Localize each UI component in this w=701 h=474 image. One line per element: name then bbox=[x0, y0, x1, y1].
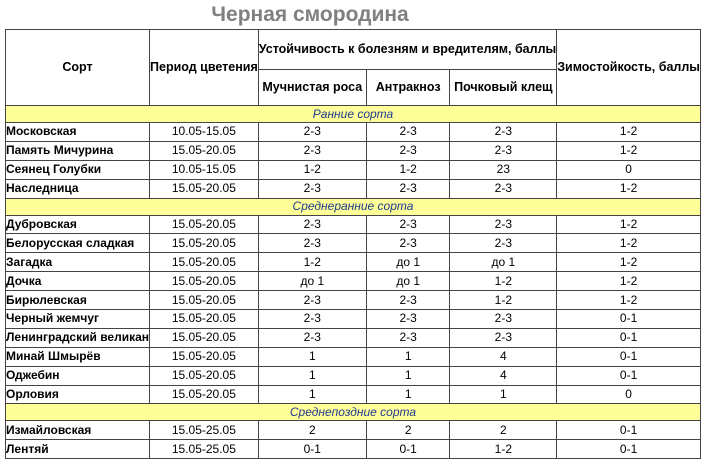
cell-period: 15.05-25.05 bbox=[150, 421, 259, 440]
cell-period: 15.05-20.05 bbox=[150, 234, 259, 253]
cell-anthracnose: 1 bbox=[366, 347, 450, 366]
cell-winter: 0 bbox=[557, 385, 701, 404]
table-row bbox=[6, 215, 701, 234]
variety-name: Орловия bbox=[6, 385, 150, 404]
cell-winter: 1-2 bbox=[557, 123, 701, 142]
table-body bbox=[6, 106, 701, 459]
section-row bbox=[6, 106, 701, 123]
cell-period: 10.05-15.05 bbox=[150, 123, 259, 142]
cell-winter: 0-1 bbox=[557, 421, 701, 440]
variety-name: Лентяй bbox=[6, 440, 150, 459]
cell-period: 15.05-20.05 bbox=[150, 291, 259, 310]
cell-anthracnose: до 1 bbox=[366, 253, 450, 272]
cell-period: 15.05-20.05 bbox=[150, 328, 259, 347]
cell-winter: 1-2 bbox=[557, 253, 701, 272]
cell-winter: 1-2 bbox=[557, 179, 701, 198]
cell-mildew: 2-3 bbox=[258, 179, 366, 198]
table-row bbox=[6, 123, 701, 142]
cell-mildew: 1-2 bbox=[258, 160, 366, 179]
cell-anthracnose: 1 bbox=[366, 385, 450, 404]
cell-mildew: 2 bbox=[258, 421, 366, 440]
table-row bbox=[6, 291, 701, 310]
cell-winter: 1-2 bbox=[557, 291, 701, 310]
cell-winter: 0-1 bbox=[557, 366, 701, 385]
cell-anthracnose: 2-3 bbox=[366, 234, 450, 253]
variety-name: Бирюлевская bbox=[6, 291, 150, 310]
cell-period: 15.05-20.05 bbox=[150, 141, 259, 160]
table-row bbox=[6, 366, 701, 385]
cell-anthracnose: 0-1 bbox=[366, 440, 450, 459]
table-row bbox=[6, 253, 701, 272]
cell-mite: 4 bbox=[450, 366, 557, 385]
cell-winter: 1-2 bbox=[557, 215, 701, 234]
variety-name: Наследница bbox=[6, 179, 150, 198]
section-label: Ранние сорта bbox=[6, 106, 701, 123]
page-title: Черная смородина bbox=[211, 3, 409, 26]
cell-winter: 1-2 bbox=[557, 141, 701, 160]
cell-mildew: 2-3 bbox=[258, 141, 366, 160]
cell-mite: 1-2 bbox=[450, 272, 557, 291]
variety-name: Дочка bbox=[6, 272, 150, 291]
cell-mite: 2-3 bbox=[450, 234, 557, 253]
cell-period: 15.05-20.05 bbox=[150, 272, 259, 291]
cell-anthracnose: 1 bbox=[366, 366, 450, 385]
cell-period: 15.05-20.05 bbox=[150, 347, 259, 366]
table-row bbox=[6, 179, 701, 198]
cell-winter: 1-2 bbox=[557, 272, 701, 291]
currant-varieties-table bbox=[5, 29, 701, 459]
variety-name: Московская bbox=[6, 123, 150, 142]
variety-name: Минай Шмырёв bbox=[6, 347, 150, 366]
cell-mildew: 0-1 bbox=[258, 440, 366, 459]
section-label: Среднепоздние сорта bbox=[6, 404, 701, 421]
table-row bbox=[6, 347, 701, 366]
cell-mite: 2-3 bbox=[450, 215, 557, 234]
cell-period: 15.05-20.05 bbox=[150, 366, 259, 385]
section-row bbox=[6, 404, 701, 421]
cell-mite: 2-3 bbox=[450, 310, 557, 329]
cell-period: 15.05-25.05 bbox=[150, 440, 259, 459]
cell-anthracnose: 2-3 bbox=[366, 310, 450, 329]
cell-mildew: 1 bbox=[258, 347, 366, 366]
header-resistance: Устойчивость к болезням и вредителям, баллы bbox=[258, 30, 556, 70]
cell-anthracnose: 2-3 bbox=[366, 328, 450, 347]
cell-anthracnose: 2-3 bbox=[366, 291, 450, 310]
variety-name: Белорусская сладкая bbox=[6, 234, 150, 253]
cell-period: 15.05-20.05 bbox=[150, 310, 259, 329]
variety-name: Ленинградский великан bbox=[6, 328, 150, 347]
cell-mildew: 1 bbox=[258, 385, 366, 404]
cell-period: 15.05-20.05 bbox=[150, 179, 259, 198]
table-row bbox=[6, 440, 701, 459]
table-row bbox=[6, 310, 701, 329]
section-row bbox=[6, 198, 701, 215]
cell-period: 15.05-20.05 bbox=[150, 253, 259, 272]
table-row bbox=[6, 272, 701, 291]
cell-mite: 2-3 bbox=[450, 141, 557, 160]
cell-winter: 0 bbox=[557, 160, 701, 179]
header-anthracnose: Антракноз bbox=[366, 70, 450, 106]
cell-mildew: 2-3 bbox=[258, 215, 366, 234]
cell-period: 15.05-20.05 bbox=[150, 215, 259, 234]
cell-period: 10.05-15.05 bbox=[150, 160, 259, 179]
cell-anthracnose: 2-3 bbox=[366, 123, 450, 142]
header-sort: Сорт bbox=[6, 30, 150, 106]
cell-anthracnose: 2 bbox=[366, 421, 450, 440]
cell-winter: 0-1 bbox=[557, 328, 701, 347]
cell-mildew: 1-2 bbox=[258, 253, 366, 272]
cell-mite: 1 bbox=[450, 385, 557, 404]
cell-winter: 0-1 bbox=[557, 440, 701, 459]
variety-name: Черный жемчуг bbox=[6, 310, 150, 329]
variety-name: Оджебин bbox=[6, 366, 150, 385]
header-winter-hardiness: Зимостойкость, баллы bbox=[557, 30, 701, 106]
header-mildew: Мучнистая роса bbox=[258, 70, 366, 106]
cell-mildew: до 1 bbox=[258, 272, 366, 291]
cell-mildew: 2-3 bbox=[258, 234, 366, 253]
cell-mildew: 2-3 bbox=[258, 310, 366, 329]
table-row bbox=[6, 328, 701, 347]
table-row bbox=[6, 385, 701, 404]
cell-winter: 0-1 bbox=[557, 347, 701, 366]
variety-name: Измайловская bbox=[6, 421, 150, 440]
cell-mite: 2-3 bbox=[450, 179, 557, 198]
cell-anthracnose: 2-3 bbox=[366, 141, 450, 160]
cell-anthracnose: 1-2 bbox=[366, 160, 450, 179]
cell-anthracnose: 2-3 bbox=[366, 179, 450, 198]
variety-name: Сеянец Голубки bbox=[6, 160, 150, 179]
table-row bbox=[6, 421, 701, 440]
cell-mildew: 1 bbox=[258, 366, 366, 385]
cell-mite: до 1 bbox=[450, 253, 557, 272]
variety-name: Дубровская bbox=[6, 215, 150, 234]
variety-name: Память Мичурина bbox=[6, 141, 150, 160]
section-label: Среднеранние сорта bbox=[6, 198, 701, 215]
cell-mildew: 2-3 bbox=[258, 291, 366, 310]
cell-mite: 1-2 bbox=[450, 440, 557, 459]
cell-anthracnose: до 1 bbox=[366, 272, 450, 291]
cell-mite: 2-3 bbox=[450, 328, 557, 347]
table-row bbox=[6, 141, 701, 160]
cell-mildew: 2-3 bbox=[258, 123, 366, 142]
cell-period: 15.05-20.05 bbox=[150, 385, 259, 404]
cell-mite: 2-3 bbox=[450, 123, 557, 142]
header-period: Период цветения bbox=[150, 30, 259, 106]
variety-name: Загадка bbox=[6, 253, 150, 272]
cell-mite: 4 bbox=[450, 347, 557, 366]
cell-mite: 1-2 bbox=[450, 291, 557, 310]
cell-anthracnose: 2-3 bbox=[366, 215, 450, 234]
cell-mite: 2 bbox=[450, 421, 557, 440]
table-row bbox=[6, 234, 701, 253]
cell-winter: 1-2 bbox=[557, 234, 701, 253]
cell-mildew: 2-3 bbox=[258, 328, 366, 347]
header-bud-mite: Почковый клещ bbox=[450, 70, 557, 106]
cell-winter: 0-1 bbox=[557, 310, 701, 329]
cell-mite: 23 bbox=[450, 160, 557, 179]
table-row bbox=[6, 160, 701, 179]
